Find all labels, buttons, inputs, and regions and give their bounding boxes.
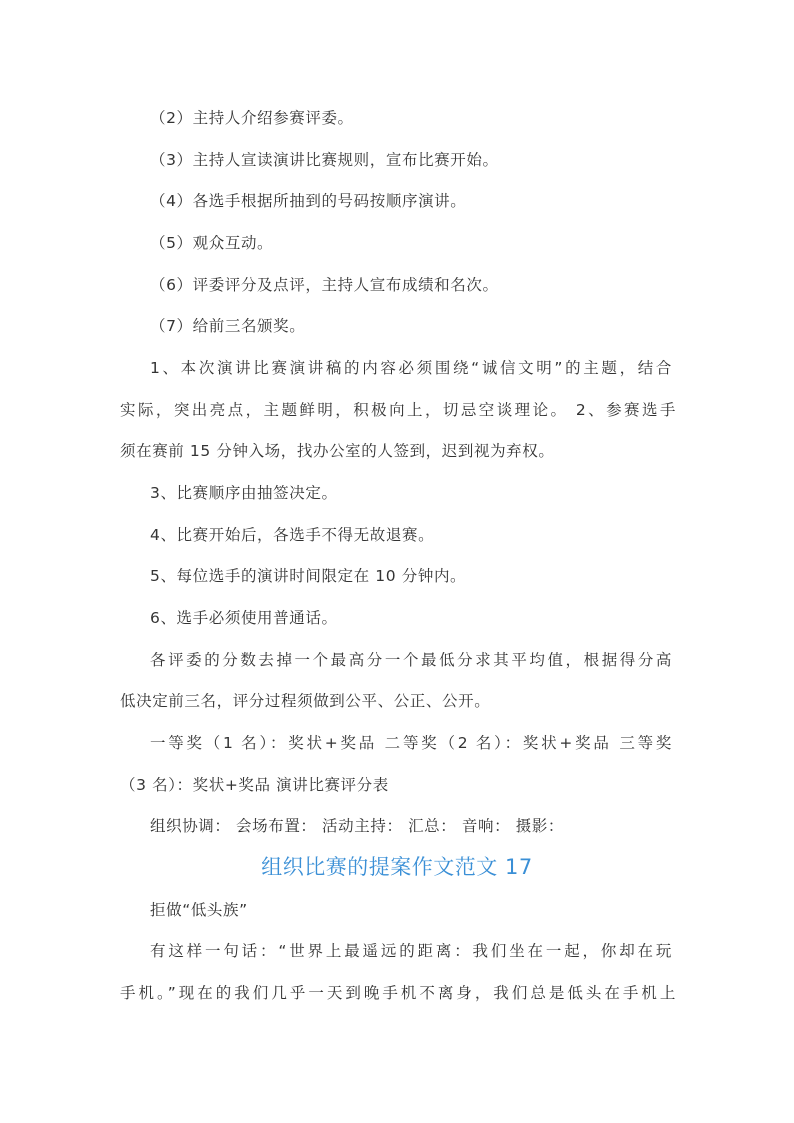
paragraph-line: 1、本次演讲比赛演讲稿的内容必须围绕“诚信文明”的主题，结合 bbox=[150, 359, 672, 377]
paragraph-line: （7）给前三名颁奖。 bbox=[150, 317, 306, 335]
paragraph-line: 低决定前三名，评分过程须做到公平、公正、公开。 bbox=[120, 692, 491, 710]
paragraph-line: （2）主持人介绍参赛评委。 bbox=[150, 109, 354, 127]
paragraph-line: 拒做“低头族” bbox=[150, 901, 248, 919]
paragraph-line: 5、每位选手的演讲时间限定在 10 分钟内。 bbox=[150, 567, 467, 585]
paragraph-line: 一等奖（1 名）：奖状+奖品 二等奖（2 名）：奖状+奖品 三等奖 bbox=[150, 734, 672, 752]
paragraph-line: 3、比赛顺序由抽签决定。 bbox=[150, 484, 338, 502]
section-heading: 组织比赛的提案作文范文 17 bbox=[261, 855, 533, 879]
paragraph-line: 6、选手必须使用普通话。 bbox=[150, 609, 338, 627]
paragraph-line: （6）评委评分及点评，主持人宣布成绩和名次。 bbox=[150, 276, 499, 294]
paragraph-line: （3）主持人宣读演讲比赛规则，宣布比赛开始。 bbox=[150, 151, 499, 169]
paragraph-line: 有这样一句话：“世界上最遥远的距离：我们坐在一起，你却在玩 bbox=[150, 942, 672, 960]
paragraph-line: 各评委的分数去掉一个最高分一个最低分求其平均值，根据得分高 bbox=[150, 651, 672, 669]
paragraph-line: （5）观众互动。 bbox=[150, 234, 274, 252]
paragraph-line: 手机。”现在的我们几乎一天到晚手机不离身，我们总是低头在手机上 bbox=[120, 984, 676, 1002]
paragraph-line: （3 名）：奖状+奖品 演讲比赛评分表 bbox=[120, 776, 389, 794]
paragraph-line: 实际，突出亮点，主题鲜明，积极向上，切忌空谈理论。 2、参赛选手 bbox=[120, 401, 676, 419]
paragraph-line: 4、比赛开始后，各选手不得无故退赛。 bbox=[150, 526, 435, 544]
paragraph-line: 须在赛前 15 分钟入场，找办公室的人签到，迟到视为弃权。 bbox=[120, 442, 555, 460]
paragraph-line: 组织协调： 会场布置： 活动主持： 汇总： 音响： 摄影： bbox=[150, 817, 565, 835]
paragraph-line: （4）各选手根据所抽到的号码按顺序演讲。 bbox=[150, 192, 467, 210]
